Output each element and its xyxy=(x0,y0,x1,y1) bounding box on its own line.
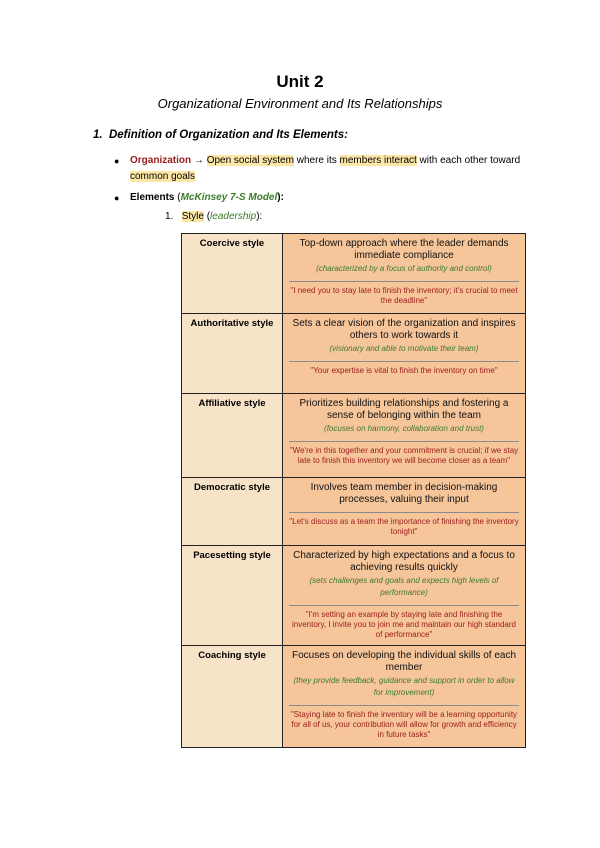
sub-number: 1. xyxy=(165,211,174,222)
bullet-organization xyxy=(114,153,525,185)
section-title: Definition of Organization and Its Elements: xyxy=(108,129,348,141)
paren-close: ): xyxy=(256,211,263,222)
highlight-open-social-system: Open social system xyxy=(206,155,294,166)
paren-open: ( xyxy=(174,192,181,203)
style-name-cell xyxy=(182,314,283,394)
table-row xyxy=(182,394,526,478)
style-description-cell xyxy=(283,646,526,748)
style-note: (visionary and able to motivate their team) xyxy=(329,344,479,353)
style-note: (focuses on harmony, collaboration and trust) xyxy=(324,424,484,433)
style-label: Style xyxy=(181,211,204,222)
style-quote: "Let's discuss as a team the importance of finishing the inventory tonight" xyxy=(289,517,519,536)
divider xyxy=(289,705,519,706)
style-name-cell xyxy=(182,394,283,478)
style-quote: "I'm setting an example by staying late and finishing the inventory, I invite you to join me and maintain our high standard of performance" xyxy=(292,610,516,639)
style-name-cell xyxy=(182,478,283,546)
mckinsey-model: McKinsey 7-S Model xyxy=(180,192,278,203)
style-name: Coaching style xyxy=(198,650,266,661)
style-description: Characterized by high expectations and a focus to achieving results quickly xyxy=(293,550,515,573)
style-name: Democratic style xyxy=(193,482,271,493)
style-description-cell xyxy=(283,314,526,394)
bullet-elements xyxy=(114,190,284,206)
style-description-cell xyxy=(283,394,526,478)
table-row xyxy=(182,234,526,314)
page-title: Unit 2 xyxy=(276,72,324,91)
style-name: Authoritative style xyxy=(190,318,274,329)
section-number: 1. xyxy=(93,129,103,141)
table-row xyxy=(182,314,526,394)
bullet-dot-icon: ● xyxy=(114,193,120,203)
table-row xyxy=(182,546,526,646)
style-note: (sets challenges and goals and expects high levels of performance) xyxy=(309,576,499,597)
style-quote: "I need you to stay late to finish the inventory; it's crucial to meet the deadline" xyxy=(290,286,518,305)
leadership-styles-table xyxy=(181,233,526,748)
style-name: Pacesetting style xyxy=(193,550,271,561)
paren-open: ( xyxy=(203,211,211,222)
divider xyxy=(289,361,519,362)
style-description-cell xyxy=(283,234,526,314)
elements-label: Elements xyxy=(130,192,175,203)
highlight-common-goals: common goals xyxy=(130,171,196,182)
leadership-note: leadership xyxy=(210,211,257,222)
styles-table-body xyxy=(182,234,526,748)
style-note: (they provide feedback, guidance and support in order to allow for improvement) xyxy=(293,676,515,697)
style-quote: "Your expertise is vital to finish the inventory on time" xyxy=(310,366,498,375)
bullet-dot-icon: ● xyxy=(114,156,120,166)
table-row xyxy=(182,646,526,748)
style-description: Sets a clear vision of the organization and inspires others to work towards it xyxy=(292,318,516,341)
arrow-text: → xyxy=(191,155,207,166)
style-name: Affiliative style xyxy=(198,398,266,409)
style-description: Prioritizes building relationships and fostering a sense of belonging within the team xyxy=(299,398,509,421)
style-quote: "We're in this together and your commitment is crucial; if we stay late to finish this inventory we will become closer as a team" xyxy=(289,446,519,465)
page-subtitle: Organizational Environment and Its Relationships xyxy=(157,96,443,111)
section-heading xyxy=(93,129,348,141)
style-note: (characterized by a focus of authority and control) xyxy=(316,264,492,273)
paren-close: ): xyxy=(277,192,284,203)
style-quote: "Staying late to finish the inventory will be a learning opportunity for all of us, your contribution will allow for growth and efficiency in future tasks" xyxy=(290,710,518,739)
style-description: Top-down approach where the leader demands immediate compliance xyxy=(299,238,509,261)
divider xyxy=(289,281,519,282)
style-name-cell xyxy=(182,646,283,748)
style-description-cell xyxy=(283,546,526,646)
style-name-cell xyxy=(182,546,283,646)
sub-item-style xyxy=(165,211,262,222)
style-description: Focuses on developing the individual skills of each member xyxy=(291,650,517,673)
style-name-cell xyxy=(182,234,283,314)
divider xyxy=(289,512,519,513)
organization-term: Organization xyxy=(130,155,192,166)
style-name: Coercive style xyxy=(199,238,265,249)
text-where: where its xyxy=(293,155,340,166)
table-row xyxy=(182,478,526,546)
style-description: Involves team member in decision-making processes, valuing their input xyxy=(310,482,498,505)
highlight-members-interact: members interact xyxy=(339,155,417,166)
text-toward: with each other toward xyxy=(416,155,521,166)
divider xyxy=(289,605,519,606)
divider xyxy=(289,441,519,442)
style-description-cell xyxy=(283,478,526,546)
